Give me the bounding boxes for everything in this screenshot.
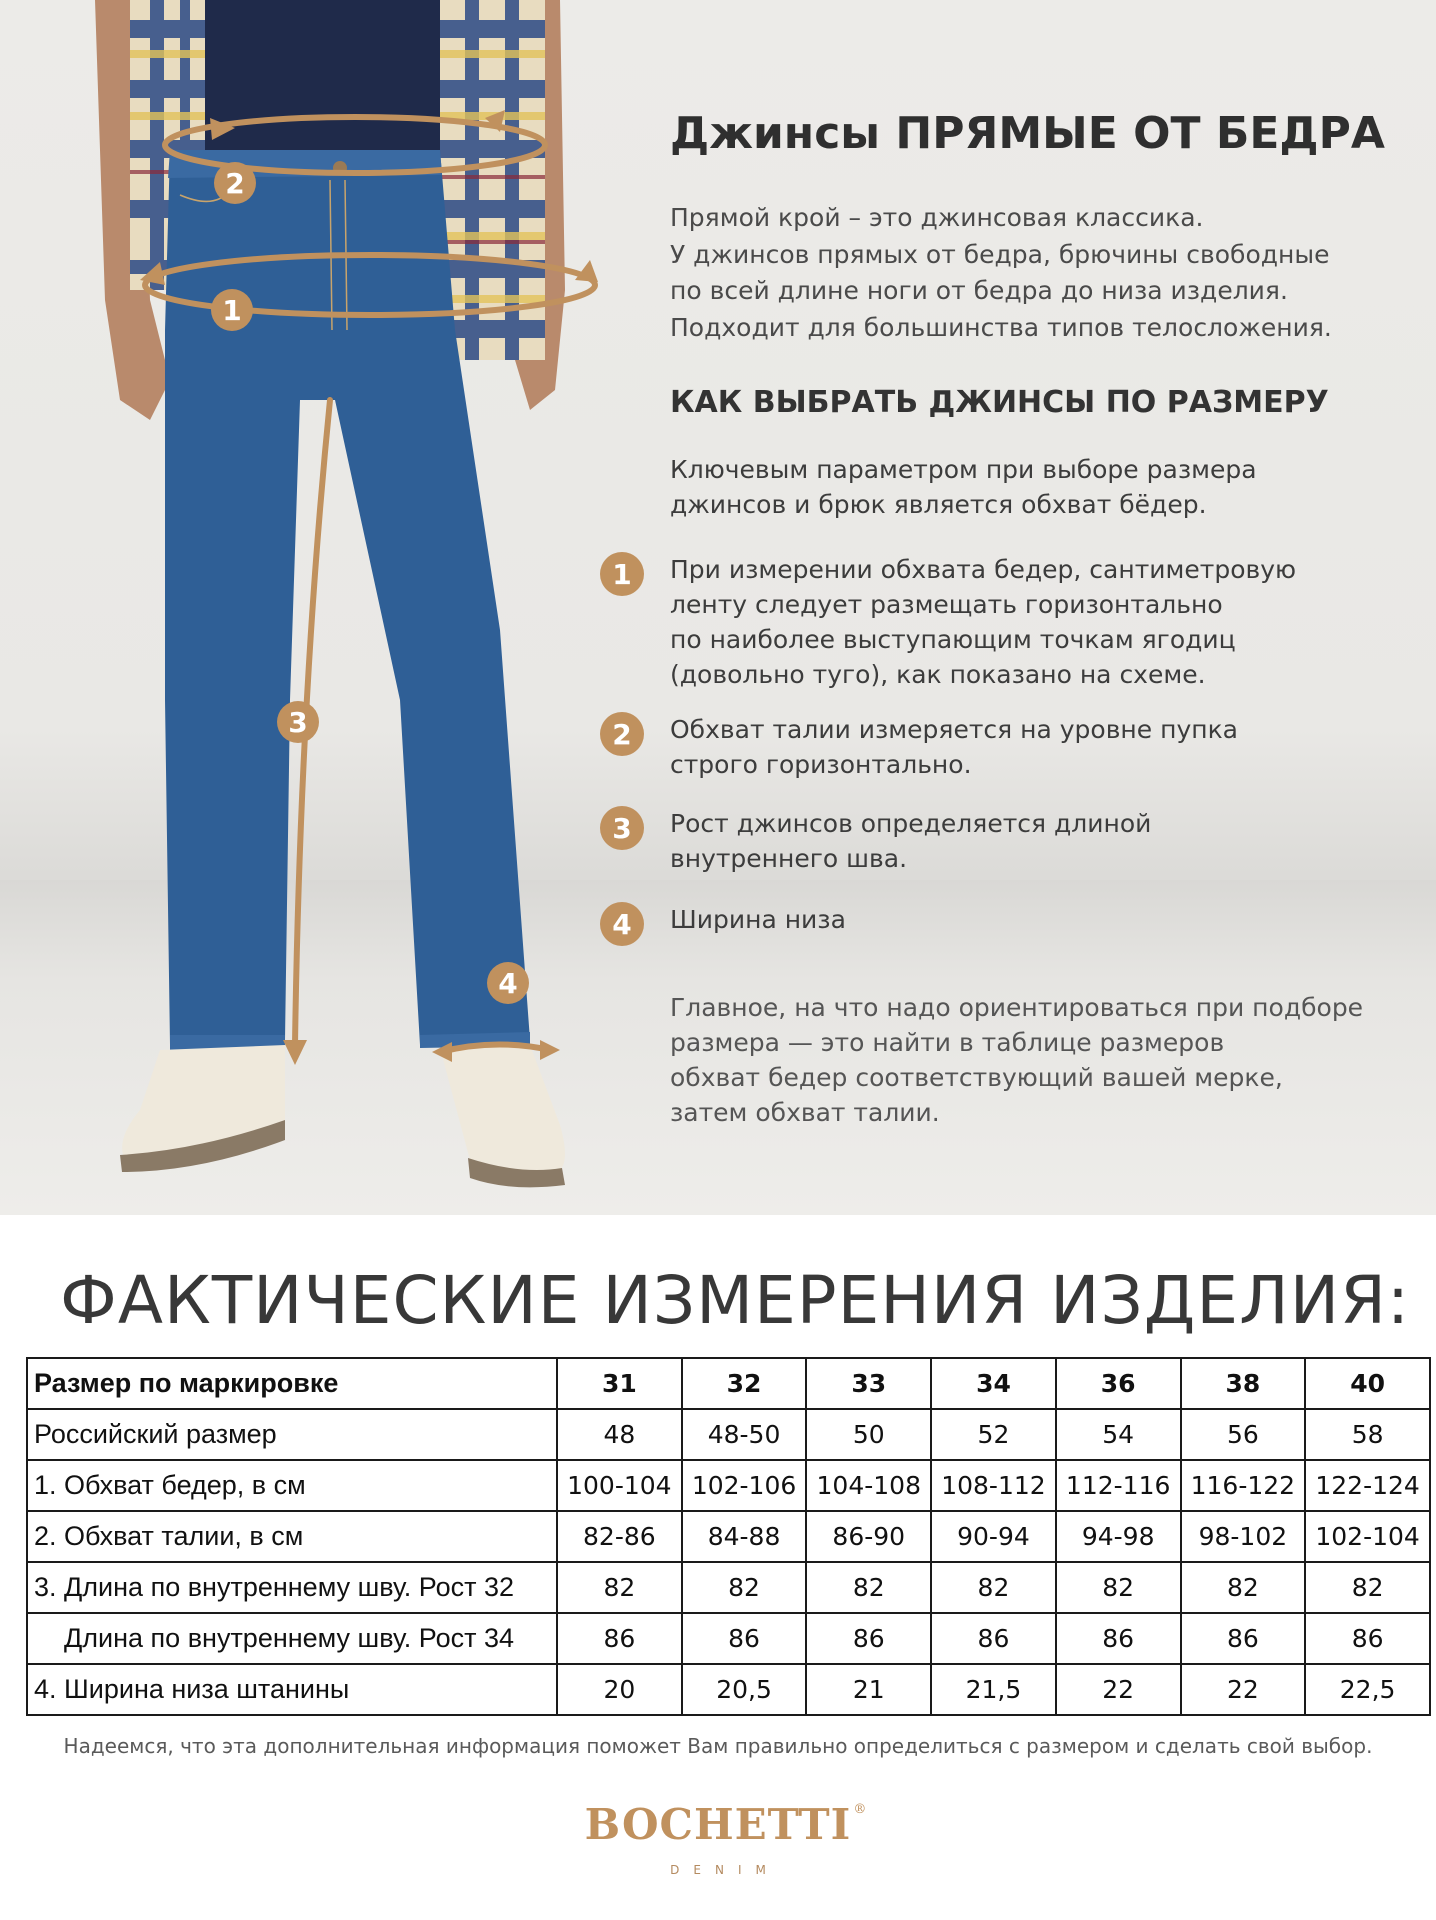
closing-advice <box>670 990 1363 1130</box>
marker-1-icon <box>211 289 253 331</box>
marker-2-icon <box>214 162 256 204</box>
step-line: Ширина низа <box>670 905 846 934</box>
table-row <box>27 1613 1430 1664</box>
row-label: Длина по внутреннему шву. Рост 34 <box>27 1613 557 1664</box>
table-cell: 82 <box>931 1562 1056 1613</box>
row-label: 4. Ширина низа штанины <box>27 1664 557 1715</box>
step-4-number-icon: 4 <box>600 902 644 946</box>
intro-text <box>670 200 1390 346</box>
step-3 <box>600 806 1151 876</box>
row-label: 3. Длина по внутреннему шву. Рост 32 <box>27 1562 557 1613</box>
size-header-cell: 40 <box>1305 1358 1430 1409</box>
table-row <box>27 1460 1430 1511</box>
table-cell: 58 <box>1305 1409 1430 1460</box>
table-cell: 82 <box>1056 1562 1181 1613</box>
brand-name: BOCHETTI <box>584 1800 852 1849</box>
table-cell: 86 <box>557 1613 682 1664</box>
step-line: по наиболее выступающим точкам ягодиц <box>670 625 1236 654</box>
size-header-cell: 33 <box>806 1358 931 1409</box>
step-line: ленту следует размещать горизонтально <box>670 590 1223 619</box>
registered-mark-icon: ® <box>853 1802 868 1817</box>
size-header-cell: 36 <box>1056 1358 1181 1409</box>
table-cell: 22 <box>1056 1664 1181 1715</box>
footer-note: Надеемся, что эта дополнительная информация поможет Вам правильно определиться с размером и сделать свой выбор. <box>63 1734 1373 1758</box>
how-to-choose-heading: КАК ВЫБРАТЬ ДЖИНСЫ ПО РАЗМЕРУ <box>670 385 1329 420</box>
table-cell: 112-116 <box>1056 1460 1181 1511</box>
step-4 <box>600 902 846 946</box>
row-label: 2. Обхват талии, в см <box>27 1511 557 1562</box>
table-cell: 50 <box>806 1409 931 1460</box>
step-2-number-icon: 2 <box>600 712 644 756</box>
table-cell: 56 <box>1181 1409 1306 1460</box>
step-1 <box>600 552 1296 692</box>
table-cell: 82 <box>557 1562 682 1613</box>
step-line: Рост джинсов определяется длиной <box>670 809 1152 838</box>
table-cell: 86 <box>682 1613 807 1664</box>
step-4-text <box>670 902 846 937</box>
table-header-row <box>27 1358 1430 1409</box>
step-line: строго горизонтально. <box>670 750 972 779</box>
step-2 <box>600 712 1238 782</box>
table-cell: 82 <box>806 1562 931 1613</box>
table-cell: 22 <box>1181 1664 1306 1715</box>
table-cell: 21 <box>806 1664 931 1715</box>
table-cell: 108-112 <box>931 1460 1056 1511</box>
product-title: Джинсы ПРЯМЫЕ ОТ БЕДРА <box>670 108 1385 159</box>
table-cell: 86 <box>1181 1613 1306 1664</box>
table-cell: 90-94 <box>931 1511 1056 1562</box>
table-cell: 82 <box>682 1562 807 1613</box>
table-cell: 86 <box>1305 1613 1430 1664</box>
closing-line: обхват бедер соответствующий вашей мерке, <box>670 1063 1283 1092</box>
header-label: Размер по маркировке <box>27 1358 557 1409</box>
model-photo-illustration <box>0 0 620 1215</box>
table-cell: 104-108 <box>806 1460 931 1511</box>
key-line: джинсов и брюк является обхват бёдер. <box>670 490 1207 519</box>
key-parameter-text <box>670 452 1257 522</box>
table-cell: 100-104 <box>557 1460 682 1511</box>
marker-3-icon <box>277 701 319 743</box>
table-cell: 86 <box>806 1613 931 1664</box>
table-cell: 48-50 <box>682 1409 807 1460</box>
table-row <box>27 1511 1430 1562</box>
marker-4-icon <box>487 962 529 1004</box>
svg-text:4: 4 <box>498 967 518 1000</box>
intro-line: по всей длине ноги от бедра до низа изделия. <box>670 276 1288 305</box>
table-cell: 86 <box>931 1613 1056 1664</box>
svg-text:1: 1 <box>222 294 242 327</box>
intro-line: У джинсов прямых от бедра, брючины свободные <box>670 239 1330 269</box>
step-line: внутреннего шва. <box>670 844 908 873</box>
intro-line: Прямой крой – это джинсовая классика. <box>670 203 1204 232</box>
measurements-heading: ФАКТИЧЕСКИЕ ИЗМЕРЕНИЯ ИЗДЕЛИЯ: <box>60 1262 1411 1339</box>
step-1-number-icon: 1 <box>600 552 644 596</box>
table-cell: 82 <box>1181 1562 1306 1613</box>
step-line: Обхват талии измеряется на уровне пупка <box>670 715 1239 744</box>
closing-line: затем обхват талии. <box>670 1098 940 1127</box>
row-label: Российский размер <box>27 1409 557 1460</box>
step-1-text <box>670 552 1296 692</box>
table-cell: 82 <box>1305 1562 1430 1613</box>
step-line: При измерении обхвата бедер, сантиметровую <box>670 555 1297 584</box>
table-cell: 82-86 <box>557 1511 682 1562</box>
table-cell: 116-122 <box>1181 1460 1306 1511</box>
closing-line: размера — это найти в таблице размеров <box>670 1028 1225 1057</box>
table-cell: 20,5 <box>682 1664 807 1715</box>
size-header-cell: 32 <box>682 1358 807 1409</box>
size-header-cell: 31 <box>557 1358 682 1409</box>
intro-line: Подходит для большинства типов телосложения. <box>670 312 1332 342</box>
svg-text:2: 2 <box>225 167 245 200</box>
table-cell: 122-124 <box>1305 1460 1430 1511</box>
table-cell: 98-102 <box>1181 1511 1306 1562</box>
table-row <box>27 1664 1430 1715</box>
table-cell: 102-104 <box>1305 1511 1430 1562</box>
step-line: (довольно туго), как показано на схеме. <box>670 660 1206 689</box>
size-header-cell: 34 <box>931 1358 1056 1409</box>
key-line: Ключевым параметром при выборе размера <box>670 455 1257 484</box>
step-3-number-icon: 3 <box>600 806 644 850</box>
step-2-text <box>670 712 1238 782</box>
table-cell: 84-88 <box>682 1511 807 1562</box>
brand-subline: DENIM <box>670 1863 780 1877</box>
row-label: 1. Обхват бедер, в см <box>27 1460 557 1511</box>
size-header-cell: 38 <box>1181 1358 1306 1409</box>
sneakers <box>120 1045 565 1187</box>
table-cell: 54 <box>1056 1409 1181 1460</box>
table-cell: 22,5 <box>1305 1664 1430 1715</box>
brand-logo <box>0 1800 1436 1877</box>
table-cell: 48 <box>557 1409 682 1460</box>
svg-text:3: 3 <box>288 706 308 739</box>
closing-line: Главное, на что надо ориентироваться при подборе <box>670 993 1364 1022</box>
table-cell: 102-106 <box>682 1460 807 1511</box>
table-cell: 94-98 <box>1056 1511 1181 1562</box>
table-cell: 52 <box>931 1409 1056 1460</box>
table-cell: 86-90 <box>806 1511 931 1562</box>
table-cell: 86 <box>1056 1613 1181 1664</box>
brand-wordmark <box>584 1800 868 1849</box>
table-row <box>27 1409 1430 1460</box>
table-cell: 20 <box>557 1664 682 1715</box>
step-3-text <box>670 806 1151 876</box>
table-row <box>27 1562 1430 1613</box>
size-chart-table <box>26 1357 1431 1716</box>
table-cell: 21,5 <box>931 1664 1056 1715</box>
